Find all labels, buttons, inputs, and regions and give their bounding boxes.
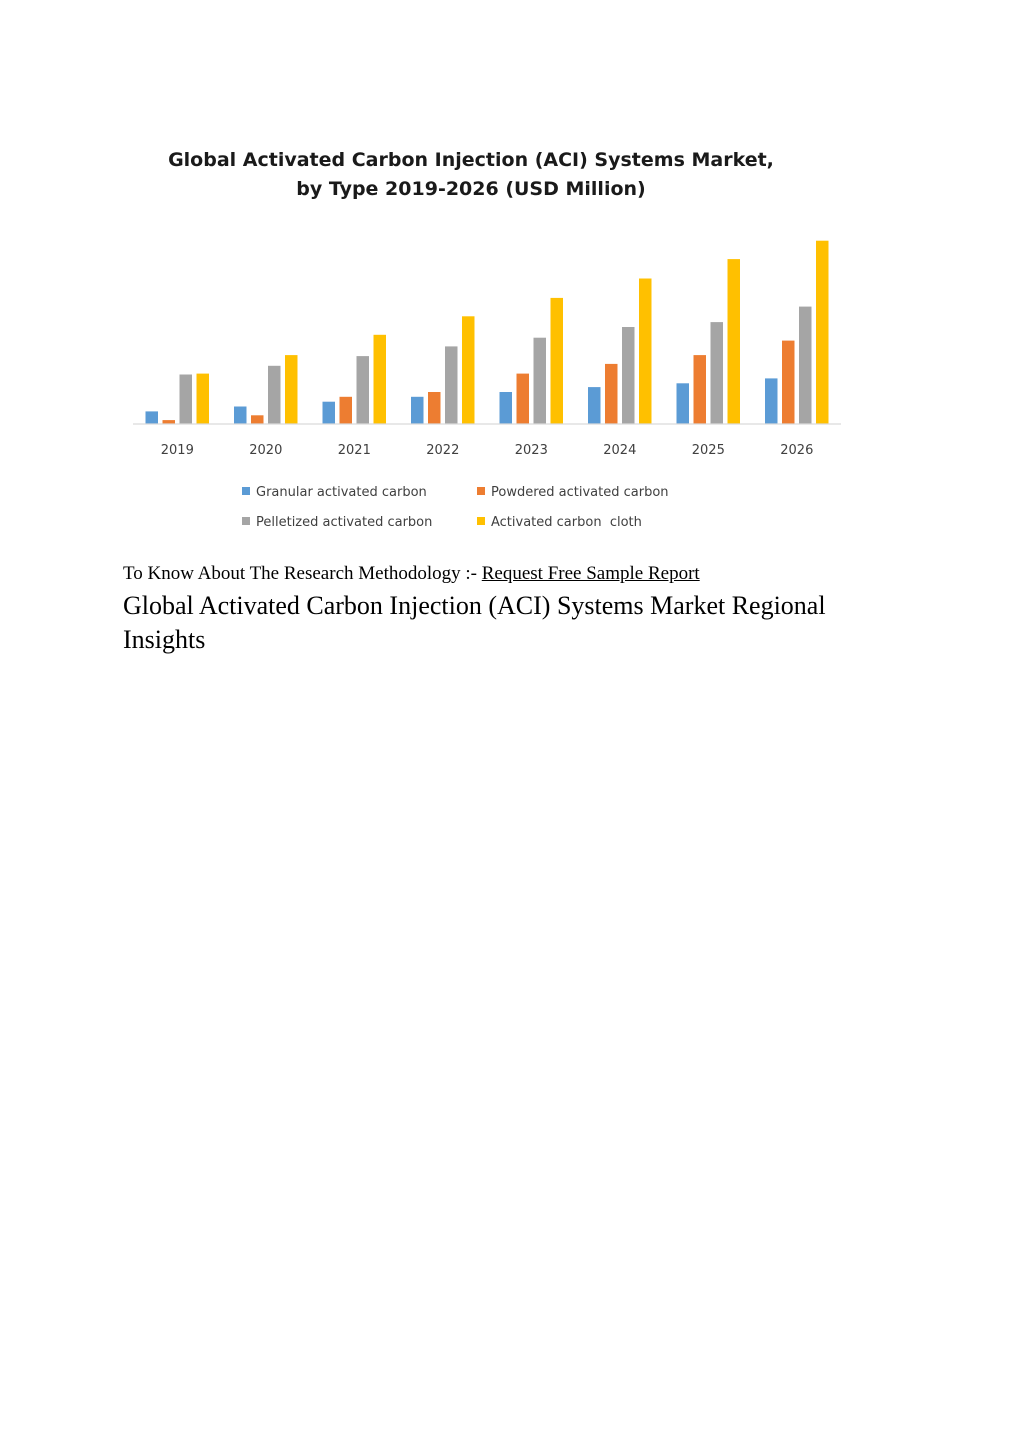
bar-2022-series-3 bbox=[462, 316, 475, 424]
legend-label: Activated carbon cloth bbox=[491, 515, 642, 530]
bar-2023-series-0 bbox=[500, 392, 513, 424]
bar-2021-series-2 bbox=[357, 356, 370, 424]
x-tick-label: 2025 bbox=[691, 443, 725, 458]
bar-2023-series-1 bbox=[517, 374, 530, 424]
legend-label: Pelletized activated carbon bbox=[256, 515, 433, 530]
legend-swatch bbox=[477, 487, 485, 495]
x-tick-label: 2024 bbox=[603, 443, 637, 458]
x-tick-labels bbox=[161, 443, 814, 458]
bar-2021-series-0 bbox=[323, 402, 336, 424]
bar-2020-series-3 bbox=[285, 355, 298, 424]
bar-2022-series-1 bbox=[428, 392, 441, 424]
chart-title-line-1: Global Activated Carbon Injection (ACI) Systems Market, bbox=[168, 149, 774, 171]
bar-2024-series-0 bbox=[588, 387, 601, 424]
bar-2026-series-3 bbox=[816, 241, 829, 424]
bar-2026-series-2 bbox=[799, 307, 812, 424]
x-tick-label: 2022 bbox=[426, 443, 460, 458]
bar-2026-series-1 bbox=[782, 341, 795, 424]
bar-2026-series-0 bbox=[765, 378, 778, 424]
bar-2022-series-2 bbox=[445, 346, 458, 424]
x-tick-label: 2026 bbox=[780, 443, 814, 458]
legend-swatch bbox=[242, 487, 250, 495]
bar-2025-series-0 bbox=[677, 383, 690, 424]
bar-2023-series-3 bbox=[551, 298, 564, 424]
legend-swatch bbox=[477, 517, 485, 525]
bar-2020-series-1 bbox=[251, 415, 264, 424]
legend-swatch bbox=[242, 517, 250, 525]
bar-2020-series-2 bbox=[268, 366, 281, 424]
chart-title-line-2: by Type 2019-2026 (USD Million) bbox=[296, 178, 646, 200]
bar-2025-series-1 bbox=[694, 355, 707, 424]
methodology-line bbox=[123, 562, 700, 586]
bar-2021-series-1 bbox=[340, 397, 353, 424]
bar-2024-series-3 bbox=[639, 279, 652, 425]
x-tick-label: 2019 bbox=[160, 443, 194, 458]
bar-2019-series-3 bbox=[197, 374, 210, 424]
bar-chart-svg bbox=[120, 128, 860, 548]
x-tick-label: 2020 bbox=[249, 443, 283, 458]
bar-2021-series-3 bbox=[374, 335, 387, 424]
x-tick-label: 2021 bbox=[337, 443, 371, 458]
bar-2025-series-3 bbox=[728, 259, 741, 424]
section-heading: Global Activated Carbon Injection (ACI) Systems Market Regional Insights bbox=[123, 591, 826, 654]
bar-2019-series-2 bbox=[180, 375, 193, 425]
bar-2020-series-0 bbox=[234, 407, 247, 425]
legend-label: Granular activated carbon bbox=[256, 485, 427, 500]
request-sample-report-link[interactable]: Request Free Sample Report bbox=[481, 563, 700, 584]
legend-label: Powdered activated carbon bbox=[491, 485, 669, 500]
bar-2024-series-2 bbox=[622, 327, 635, 424]
bar-2022-series-0 bbox=[411, 397, 424, 424]
bars-group bbox=[146, 241, 829, 424]
bar-2024-series-1 bbox=[605, 364, 618, 424]
bar-2025-series-2 bbox=[711, 322, 724, 424]
legend bbox=[242, 485, 669, 530]
market-chart bbox=[120, 128, 860, 548]
x-tick-label: 2023 bbox=[514, 443, 548, 458]
bar-2019-series-0 bbox=[146, 411, 159, 424]
bar-2023-series-2 bbox=[534, 338, 547, 424]
methodology-prefix: To Know About The Research Methodology :- bbox=[123, 563, 482, 584]
